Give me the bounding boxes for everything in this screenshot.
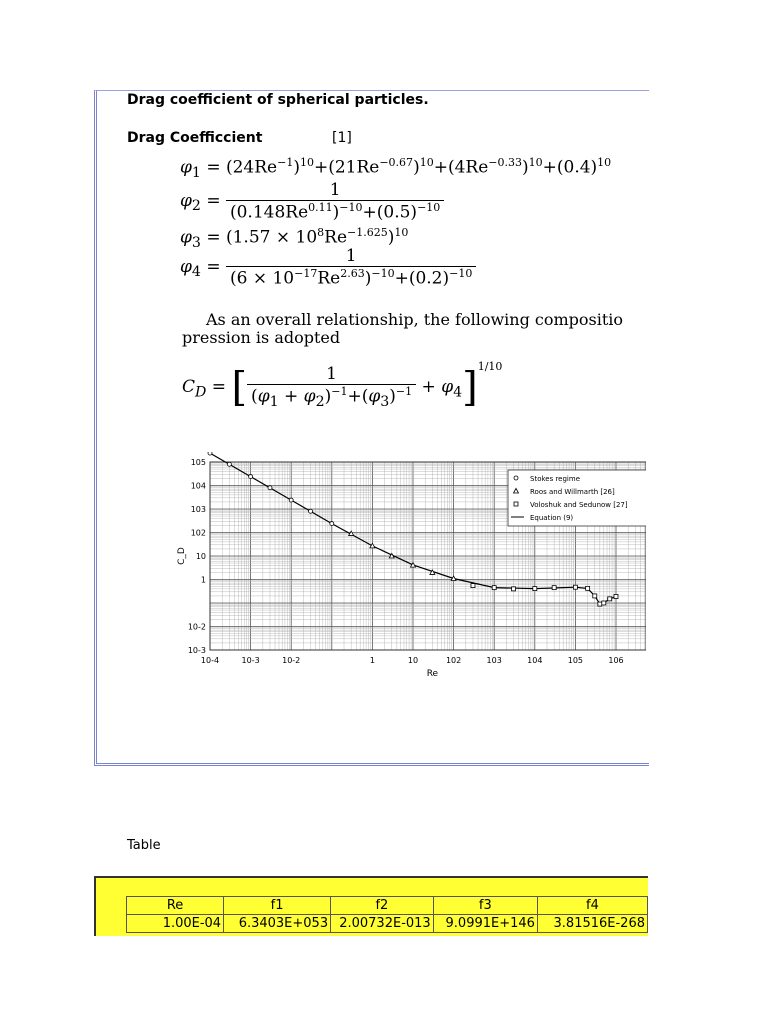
data-point: [249, 475, 253, 479]
drag-coefficient-chart: [174, 452, 646, 684]
x-tick-label: 105: [567, 656, 584, 665]
data-point: [533, 587, 537, 591]
data-point: [614, 594, 618, 598]
equation-phi1: $\varphi_1 = (24Re^{-1})^{10}+(21Re^{-0.67})^{10}+(4Re^{-0.33})^{10}+(0.4)^{10}$: [180, 156, 612, 182]
y-tick-label: 105: [190, 458, 206, 467]
data-point: [330, 522, 334, 526]
data-point: [573, 585, 577, 589]
column-header-re: Re: [127, 897, 224, 915]
data-point: [471, 584, 475, 588]
legend-entry: Equation (9): [530, 514, 574, 522]
y-tick-label: 10-2: [187, 622, 206, 632]
x-tick-label: 103: [486, 656, 502, 665]
x-tick-label: 104: [527, 656, 543, 665]
data-point: [598, 602, 602, 606]
column-header-f4: f4: [537, 897, 647, 915]
data-point: [309, 509, 313, 513]
equation-phi3: $\varphi_3 = (1.57 \times 10^8Re^{-1.625})^{10}$: [180, 226, 409, 252]
y-tick-label: 103: [190, 505, 206, 514]
y-tick-label: 10-3: [187, 646, 206, 655]
data-point: [602, 601, 606, 605]
legend-entry: Voloshuk and Sedunow [27]: [530, 501, 628, 509]
x-tick-label: 106: [608, 656, 624, 665]
prose-line-2: pression is adopted: [182, 328, 341, 347]
data-point: [586, 586, 590, 590]
y-tick-label: 104: [190, 481, 206, 491]
equation-cd: $C_D$ = [ $\frac{1}{(\varphi_1 + \varphi_2)^{-1}+(\varphi_3)^{-1}}$ + $\varphi_4]^{1/10}$: [182, 360, 503, 411]
data-table: [126, 896, 648, 933]
column-header-f1: f1: [224, 897, 331, 915]
table-label: Table: [127, 838, 161, 853]
table-cell: 6.3403E+053: [224, 915, 331, 933]
section-heading: Drag Coefficcient: [127, 130, 263, 146]
data-point: [208, 452, 212, 455]
data-table-region: [94, 876, 648, 936]
data-point: [289, 498, 293, 502]
y-tick-label: 1: [200, 575, 206, 585]
legend-entry: Roos and Willmarth [26]: [530, 488, 615, 496]
table-header-row: [127, 897, 648, 915]
legend-marker: [514, 502, 518, 506]
column-header-f2: f2: [331, 897, 434, 915]
reference-marker: [1]: [332, 130, 352, 146]
table-cell: 2.00732E-013: [331, 915, 434, 933]
document-title: Drag coefficient of spherical particles.: [127, 92, 429, 108]
data-point: [593, 594, 597, 598]
prose-line-1: As an overall relationship, the following compositio: [206, 310, 624, 329]
x-tick-label: 10-4: [200, 656, 220, 665]
data-point: [227, 462, 231, 466]
equation-phi2: $\varphi_2$ = $\frac{1}{(0.148Re^{0.11})^{-10}+(0.5)^{-10}}$: [180, 180, 444, 223]
table-cell: 9.0991E+146: [433, 915, 537, 933]
y-axis-label: C_D: [177, 547, 187, 565]
data-point: [268, 486, 272, 490]
x-axis-label: Re: [426, 669, 439, 679]
x-tick-label: 1: [369, 656, 375, 665]
legend-entry: Stokes regime: [530, 475, 580, 483]
data-point: [552, 586, 556, 590]
x-tick-label: 10-3: [241, 656, 260, 665]
table-cell: 1.00E-04: [127, 915, 224, 933]
x-tick-label: 10-2: [282, 656, 301, 665]
data-point: [492, 586, 496, 590]
table-cell: 3.81516E-268: [537, 915, 647, 933]
data-point: [608, 597, 612, 601]
x-tick-label: 102: [445, 656, 462, 665]
y-tick-label: 102: [190, 528, 206, 538]
x-tick-label: 10: [407, 656, 419, 665]
table-row: [127, 915, 648, 933]
data-point: [512, 587, 516, 591]
y-tick-label: 10: [195, 552, 206, 561]
legend-marker: [514, 476, 518, 480]
equation-phi4: $\varphi_4$ = $\frac{1}{(6 \times 10^{-17}Re^{2.63})^{-10}+(0.2)^{-10}}$: [180, 246, 476, 289]
column-header-f3: f3: [433, 897, 537, 915]
